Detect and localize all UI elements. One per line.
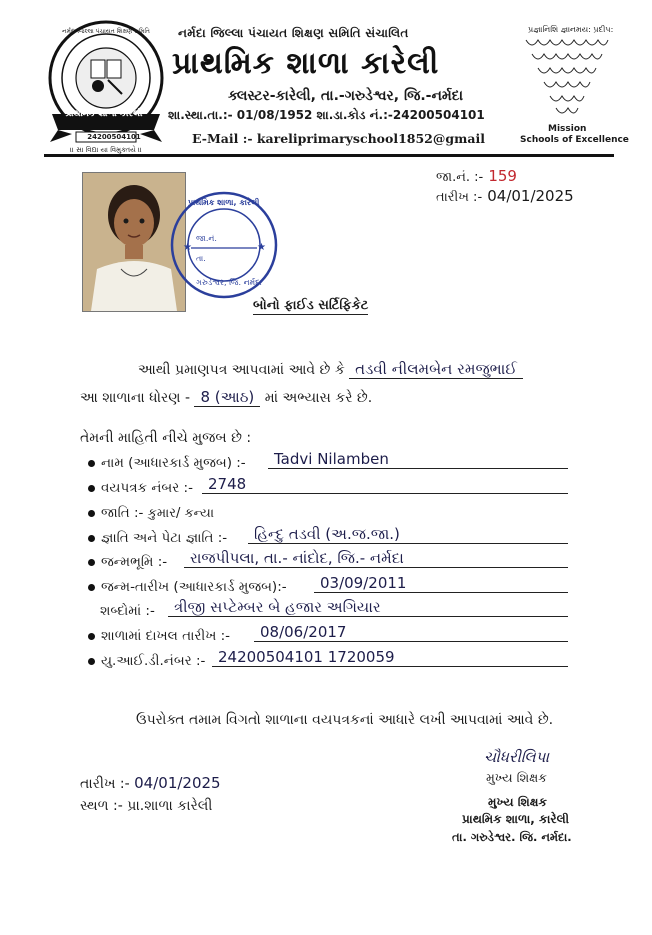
bullet-icon xyxy=(88,633,95,640)
logo-ring-text: નર્મદા જિલ્લા પંચાયત શિક્ષણ સમિતિ xyxy=(62,28,150,35)
bullet-icon xyxy=(88,510,95,517)
intro-text-1: આથી પ્રમાણપત્ર આપવામાં આવે છે કે xyxy=(138,362,345,378)
reference-date-label: તારીખ :- xyxy=(436,190,483,205)
intro-line-2 xyxy=(80,388,372,406)
bullet-icon xyxy=(88,485,95,492)
stamp-line-1: જા.નં. xyxy=(196,234,217,243)
detail-value-uid: 24200504101 1720059 xyxy=(212,648,568,667)
svg-text:★: ★ xyxy=(183,242,192,253)
detail-row-gender xyxy=(88,505,214,521)
mission-triangle-logo xyxy=(522,36,610,122)
logo-banner: પ્રાથમિક શાળા કારેલી xyxy=(65,109,143,119)
stamp-line-2: તા. xyxy=(196,254,206,263)
reference-number-value: 159 xyxy=(488,167,517,185)
footer-place-value: પ્રા.શાળા કારેલી xyxy=(127,798,213,814)
svg-text:★: ★ xyxy=(257,242,266,253)
mission-label: Mission xyxy=(548,124,587,134)
email-line: E-Mail :- kareliprimaryschool1852@gmail xyxy=(192,131,485,146)
cluster-line: ક્લસ્ટર-કારેલી, તા.-ગરુડેશ્વર, જિ.-નર્મદા xyxy=(228,88,464,104)
student-standard: 8 (આઠ) xyxy=(194,388,260,407)
school-logo xyxy=(42,18,170,152)
detail-label: જન્મ-તારીખ (આધારકાર્ડ મુજબ):- xyxy=(101,579,287,595)
bullet-icon xyxy=(88,460,95,467)
signature-school: પ્રાથમિક શાળા, કારેલી xyxy=(462,812,570,826)
detail-value-register: 2748 xyxy=(202,475,568,494)
signature: ચૌધરીલિપા xyxy=(484,748,550,766)
intro-text-2: આ શાળાના ધોરણ - xyxy=(80,390,190,406)
signature-title-handwritten: મુખ્ય શિક્ષક xyxy=(486,770,547,785)
detail-row-uid xyxy=(88,653,205,669)
detail-value-gender: કુમાર/ કન્યા xyxy=(147,506,215,521)
footer-place xyxy=(80,798,212,814)
bullet-icon xyxy=(88,535,95,542)
header-divider xyxy=(44,154,614,157)
detail-row-dob-words xyxy=(100,603,155,619)
detail-row-caste xyxy=(88,530,227,546)
school-name: પ્રાથમિક શાળા કારેલી xyxy=(172,46,440,81)
intro-line-1 xyxy=(138,360,523,378)
detail-value-dob-words: ત્રીજી સપ્ટેમ્બર બે હજાર અગિયાર xyxy=(168,598,568,617)
bullet-icon xyxy=(88,559,95,566)
detail-label: વયપત્રક નંબર :- xyxy=(101,480,193,496)
detail-row-name xyxy=(88,455,246,471)
detail-value-dob: 03/09/2011 xyxy=(314,574,568,593)
tagline: પ્રજ્ઞાનિશિ જ્ઞાનમય: પ્રદીપ: xyxy=(528,25,614,34)
intro-text-3: માં અભ્યાસ કરે છે. xyxy=(264,390,373,406)
certificate-title: બોનો ફાઈડ સર્ટિફિકેટ xyxy=(253,298,369,313)
detail-label: જ્ઞાતિ અને પેટા જ્ઞાતિ :- xyxy=(101,530,228,546)
bullet-icon xyxy=(88,658,95,665)
reference-date xyxy=(436,186,574,205)
detail-value-caste: હિન્દુ તડવી (અ.જ.જા.) xyxy=(248,525,568,544)
detail-value-birthplace: રાજપીપલા, તા.- નાંદોદ, જિ.- નર્મદા xyxy=(184,549,568,568)
footer-date xyxy=(80,774,221,792)
detail-value-name: Tadvi Nilamben xyxy=(268,450,568,469)
closing-statement: ઉપરોક્ત તમામ વિગતો શાળાના વયપત્રકનાં આધારે લખી આપવામાં આવે છે. xyxy=(136,712,554,728)
detail-label: જાતિ :- xyxy=(101,505,144,521)
detail-row-birthplace xyxy=(88,554,167,570)
detail-value-admission: 08/06/2017 xyxy=(254,623,568,642)
reference-number-label: જા.નં. :- xyxy=(436,170,484,185)
footer-place-label: સ્થળ :- xyxy=(80,798,123,814)
reference-number xyxy=(436,166,517,185)
mission-subtitle: Schools of Excellence xyxy=(520,135,629,145)
detail-row-register xyxy=(88,480,193,496)
detail-label: શબ્દોમાં :- xyxy=(100,603,155,619)
logo-motto: ॥ સા વિદ્યા યા વિમુક્તયે ॥ xyxy=(70,146,142,154)
details-heading: તેમની માહિતી નીચે મુજબ છે : xyxy=(80,430,252,446)
logo-code: 24200504101 xyxy=(87,133,141,141)
student-name: તડવી નીલમબેન રમજુભાઈ xyxy=(349,360,523,379)
detail-label: નામ (આધારકાર્ડ મુજબ) :- xyxy=(101,455,246,471)
registration-line: શા.સ્થા.તા.:- 01/08/1952 શા.ડા.કોડ નં.:-24200504101 xyxy=(168,108,485,122)
header-top-line: નર્મદા જિલ્લા પંચાયત શિક્ષણ સમિતિ સંચાલિત xyxy=(178,26,409,40)
detail-row-admission xyxy=(88,628,230,644)
detail-label: જન્મભૂમિ :- xyxy=(101,554,168,570)
bullet-icon xyxy=(88,584,95,591)
reference-date-value: 04/01/2025 xyxy=(487,187,574,205)
stamp-ring-top: પ્રાથમિક શાળા, કારેલી xyxy=(188,198,260,207)
signature-place: તા. ગરુડેશ્વર. જિ. નર્મદા. xyxy=(452,830,572,844)
detail-row-dob xyxy=(88,579,287,595)
detail-label: શાળામાં દાખલ તારીખ :- xyxy=(101,628,231,644)
detail-label: યુ.આઈ.ડી.નંબર :- xyxy=(101,653,206,669)
footer-date-label: તારીખ :- xyxy=(80,776,130,792)
footer-date-value: 04/01/2025 xyxy=(134,774,221,792)
stamp-ring-bottom: ગરુડેશ્વર, જિ. નર્મદા xyxy=(196,278,262,287)
signature-title: મુખ્ય શિક્ષક xyxy=(488,795,547,809)
